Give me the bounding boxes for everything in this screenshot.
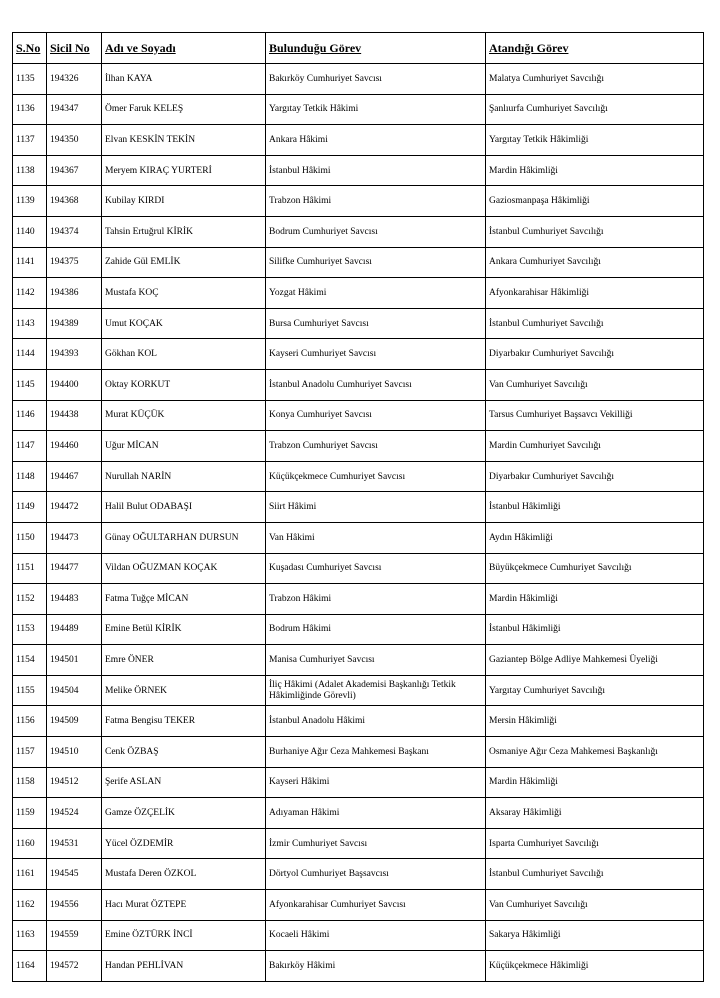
cell-sicil-no: 194504 bbox=[47, 675, 102, 706]
table-row bbox=[13, 584, 704, 615]
cell-assigned-post: Osmaniye Ağır Ceza Mahkemesi Başkanlığı bbox=[486, 737, 704, 768]
cell-current-post: Ankara Hâkimi bbox=[266, 125, 486, 156]
cell-name: Gökhan KOL bbox=[102, 339, 266, 370]
cell-name: Gamze ÖZÇELİK bbox=[102, 798, 266, 829]
cell-assigned-post: İstanbul Cumhuriyet Savcılığı bbox=[486, 216, 704, 247]
cell-name: Fatma Bengisu TEKER bbox=[102, 706, 266, 737]
table-row bbox=[13, 125, 704, 156]
cell-assigned-post: Aydın Hâkimliği bbox=[486, 522, 704, 553]
header-sicil-no: Sicil No bbox=[47, 33, 102, 64]
cell-sno: 1149 bbox=[13, 492, 47, 523]
cell-assigned-post: Gaziantep Bölge Adliye Mahkemesi Üyeliği bbox=[486, 645, 704, 676]
cell-sicil-no: 194556 bbox=[47, 890, 102, 921]
table-body bbox=[13, 64, 704, 982]
cell-sicil-no: 194524 bbox=[47, 798, 102, 829]
cell-assigned-post: Afyonkarahisar Hâkimliği bbox=[486, 278, 704, 309]
cell-current-post: Bodrum Hâkimi bbox=[266, 614, 486, 645]
cell-sno: 1153 bbox=[13, 614, 47, 645]
cell-sno: 1154 bbox=[13, 645, 47, 676]
cell-current-post: İstanbul Hâkimi bbox=[266, 155, 486, 186]
cell-name: Ömer Faruk KELEŞ bbox=[102, 94, 266, 125]
cell-assigned-post: Şanlıurfa Cumhuriyet Savcılığı bbox=[486, 94, 704, 125]
cell-sicil-no: 194572 bbox=[47, 951, 102, 982]
cell-sno: 1145 bbox=[13, 369, 47, 400]
cell-sno: 1148 bbox=[13, 461, 47, 492]
table-row bbox=[13, 859, 704, 890]
cell-sicil-no: 194559 bbox=[47, 920, 102, 951]
cell-sicil-no: 194509 bbox=[47, 706, 102, 737]
cell-assigned-post: Van Cumhuriyet Savcılığı bbox=[486, 369, 704, 400]
cell-sicil-no: 194389 bbox=[47, 308, 102, 339]
cell-sicil-no: 194545 bbox=[47, 859, 102, 890]
table-row bbox=[13, 890, 704, 921]
cell-sno: 1164 bbox=[13, 951, 47, 982]
cell-assigned-post: İstanbul Cumhuriyet Savcılığı bbox=[486, 859, 704, 890]
cell-assigned-post: İstanbul Hâkimliği bbox=[486, 492, 704, 523]
table-row bbox=[13, 951, 704, 982]
cell-assigned-post: Mersin Hâkimliği bbox=[486, 706, 704, 737]
cell-name: Mustafa Deren ÖZKOL bbox=[102, 859, 266, 890]
table-row bbox=[13, 675, 704, 706]
cell-sicil-no: 194374 bbox=[47, 216, 102, 247]
cell-assigned-post: Büyükçekmece Cumhuriyet Savcılığı bbox=[486, 553, 704, 584]
cell-sno: 1156 bbox=[13, 706, 47, 737]
cell-sicil-no: 194477 bbox=[47, 553, 102, 584]
cell-sicil-no: 194531 bbox=[47, 828, 102, 859]
cell-name: Handan PEHLİVAN bbox=[102, 951, 266, 982]
header-sno: S.No bbox=[13, 33, 47, 64]
table-row bbox=[13, 645, 704, 676]
cell-sno: 1160 bbox=[13, 828, 47, 859]
cell-name: Günay OĞULTARHAN DURSUN bbox=[102, 522, 266, 553]
cell-current-post: Bakırköy Cumhuriyet Savcısı bbox=[266, 64, 486, 95]
cell-sicil-no: 194368 bbox=[47, 186, 102, 217]
table-row bbox=[13, 308, 704, 339]
cell-name: Umut KOÇAK bbox=[102, 308, 266, 339]
cell-assigned-post: Tarsus Cumhuriyet Başsavcı Vekilliği bbox=[486, 400, 704, 431]
cell-current-post: Yozgat Hâkimi bbox=[266, 278, 486, 309]
cell-current-post: Kayseri Cumhuriyet Savcısı bbox=[266, 339, 486, 370]
cell-name: Elvan KESKİN TEKİN bbox=[102, 125, 266, 156]
cell-sicil-no: 194472 bbox=[47, 492, 102, 523]
table-row bbox=[13, 828, 704, 859]
cell-current-post: Kayseri Hâkimi bbox=[266, 767, 486, 798]
cell-name: Emine Betül KİRİK bbox=[102, 614, 266, 645]
cell-assigned-post: Mardin Hâkimliği bbox=[486, 584, 704, 615]
cell-current-post: Kuşadası Cumhuriyet Savcısı bbox=[266, 553, 486, 584]
table-row bbox=[13, 64, 704, 95]
cell-name: Kubilay KIRDI bbox=[102, 186, 266, 217]
cell-current-post: Bursa Cumhuriyet Savcısı bbox=[266, 308, 486, 339]
cell-sno: 1150 bbox=[13, 522, 47, 553]
table-row bbox=[13, 706, 704, 737]
cell-sicil-no: 194483 bbox=[47, 584, 102, 615]
cell-current-post: İstanbul Anadolu Hâkimi bbox=[266, 706, 486, 737]
cell-sicil-no: 194460 bbox=[47, 431, 102, 462]
table-row bbox=[13, 737, 704, 768]
cell-current-post: Manisa Cumhuriyet Savcısı bbox=[266, 645, 486, 676]
cell-name: Fatma Tuğçe MİCAN bbox=[102, 584, 266, 615]
cell-sicil-no: 194347 bbox=[47, 94, 102, 125]
cell-name: Uğur MİCAN bbox=[102, 431, 266, 462]
table-row bbox=[13, 339, 704, 370]
cell-sicil-no: 194510 bbox=[47, 737, 102, 768]
table-row bbox=[13, 186, 704, 217]
cell-sno: 1137 bbox=[13, 125, 47, 156]
cell-sno: 1140 bbox=[13, 216, 47, 247]
cell-sno: 1157 bbox=[13, 737, 47, 768]
cell-sicil-no: 194367 bbox=[47, 155, 102, 186]
cell-current-post: Trabzon Hâkimi bbox=[266, 186, 486, 217]
cell-assigned-post: Isparta Cumhuriyet Savcılığı bbox=[486, 828, 704, 859]
table-row bbox=[13, 278, 704, 309]
cell-current-post: Adıyaman Hâkimi bbox=[266, 798, 486, 829]
cell-current-post: Dörtyol Cumhuriyet Başsavcısı bbox=[266, 859, 486, 890]
cell-name: Melike ÖRNEK bbox=[102, 675, 266, 706]
cell-sicil-no: 194473 bbox=[47, 522, 102, 553]
cell-name: Cenk ÖZBAŞ bbox=[102, 737, 266, 768]
cell-current-post: Silifke Cumhuriyet Savcısı bbox=[266, 247, 486, 278]
cell-sno: 1162 bbox=[13, 890, 47, 921]
cell-sno: 1159 bbox=[13, 798, 47, 829]
cell-assigned-post: Diyarbakır Cumhuriyet Savcılığı bbox=[486, 339, 704, 370]
table-header-row bbox=[13, 33, 704, 64]
cell-current-post: Bakırköy Hâkimi bbox=[266, 951, 486, 982]
table-row bbox=[13, 614, 704, 645]
cell-current-post: Kocaeli Hâkimi bbox=[266, 920, 486, 951]
cell-sicil-no: 194386 bbox=[47, 278, 102, 309]
cell-current-post: Afyonkarahisar Cumhuriyet Savcısı bbox=[266, 890, 486, 921]
cell-current-post: Siirt Hâkimi bbox=[266, 492, 486, 523]
table-row bbox=[13, 369, 704, 400]
table-row bbox=[13, 216, 704, 247]
cell-name: Murat KÜÇÜK bbox=[102, 400, 266, 431]
cell-sno: 1136 bbox=[13, 94, 47, 125]
cell-current-post: Van Hâkimi bbox=[266, 522, 486, 553]
header-name: Adı ve Soyadı bbox=[102, 33, 266, 64]
table-row bbox=[13, 553, 704, 584]
table-row bbox=[13, 798, 704, 829]
cell-name: Mustafa KOÇ bbox=[102, 278, 266, 309]
cell-current-post: Trabzon Cumhuriyet Savcısı bbox=[266, 431, 486, 462]
document-page bbox=[12, 32, 704, 982]
table-row bbox=[13, 461, 704, 492]
cell-sicil-no: 194501 bbox=[47, 645, 102, 676]
cell-assigned-post: Yargıtay Cumhuriyet Savcılığı bbox=[486, 675, 704, 706]
cell-name: Yücel ÖZDEMİR bbox=[102, 828, 266, 859]
cell-name: Tahsin Ertuğrul KİRİK bbox=[102, 216, 266, 247]
cell-name: İlhan KAYA bbox=[102, 64, 266, 95]
header-current-post: Bulunduğu Görev bbox=[266, 33, 486, 64]
cell-sno: 1151 bbox=[13, 553, 47, 584]
cell-sno: 1146 bbox=[13, 400, 47, 431]
table-row bbox=[13, 94, 704, 125]
cell-sicil-no: 194489 bbox=[47, 614, 102, 645]
cell-assigned-post: Mardin Hâkimliği bbox=[486, 155, 704, 186]
cell-sno: 1141 bbox=[13, 247, 47, 278]
cell-assigned-post: Ankara Cumhuriyet Savcılığı bbox=[486, 247, 704, 278]
cell-assigned-post: Gaziosmanpaşa Hâkimliği bbox=[486, 186, 704, 217]
table-row bbox=[13, 522, 704, 553]
cell-sno: 1144 bbox=[13, 339, 47, 370]
header-assigned-post: Atandığı Görev bbox=[486, 33, 704, 64]
cell-current-post: İzmir Cumhuriyet Savcısı bbox=[266, 828, 486, 859]
cell-name: Oktay KORKUT bbox=[102, 369, 266, 400]
cell-assigned-post: İstanbul Cumhuriyet Savcılığı bbox=[486, 308, 704, 339]
cell-name: Vildan OĞUZMAN KOÇAK bbox=[102, 553, 266, 584]
cell-sicil-no: 194326 bbox=[47, 64, 102, 95]
cell-sno: 1143 bbox=[13, 308, 47, 339]
cell-sno: 1155 bbox=[13, 675, 47, 706]
cell-current-post: Trabzon Hâkimi bbox=[266, 584, 486, 615]
cell-sno: 1138 bbox=[13, 155, 47, 186]
cell-assigned-post: İstanbul Hâkimliği bbox=[486, 614, 704, 645]
cell-name: Zahide Gül EMLİK bbox=[102, 247, 266, 278]
cell-assigned-post: Yargıtay Tetkik Hâkimliği bbox=[486, 125, 704, 156]
cell-sno: 1158 bbox=[13, 767, 47, 798]
cell-assigned-post: Diyarbakır Cumhuriyet Savcılığı bbox=[486, 461, 704, 492]
cell-assigned-post: Sakarya Hâkimliği bbox=[486, 920, 704, 951]
cell-assigned-post: Van Cumhuriyet Savcılığı bbox=[486, 890, 704, 921]
cell-sicil-no: 194400 bbox=[47, 369, 102, 400]
cell-name: Hacı Murat ÖZTEPE bbox=[102, 890, 266, 921]
cell-name: Emine ÖZTÜRK İNCİ bbox=[102, 920, 266, 951]
table-row bbox=[13, 247, 704, 278]
table-row bbox=[13, 400, 704, 431]
cell-sno: 1163 bbox=[13, 920, 47, 951]
cell-name: Emre ÖNER bbox=[102, 645, 266, 676]
cell-sno: 1147 bbox=[13, 431, 47, 462]
cell-sicil-no: 194467 bbox=[47, 461, 102, 492]
cell-current-post: Bodrum Cumhuriyet Savcısı bbox=[266, 216, 486, 247]
table-row bbox=[13, 431, 704, 462]
cell-current-post: İliç Hâkimi (Adalet Akademisi Başkanlığı Tetkik Hâkimliğinde Görevli) bbox=[266, 675, 486, 706]
cell-sno: 1139 bbox=[13, 186, 47, 217]
cell-sicil-no: 194350 bbox=[47, 125, 102, 156]
appointment-table bbox=[12, 32, 704, 982]
cell-sicil-no: 194512 bbox=[47, 767, 102, 798]
cell-name: Şerife ASLAN bbox=[102, 767, 266, 798]
cell-current-post: Küçükçekmece Cumhuriyet Savcısı bbox=[266, 461, 486, 492]
cell-sno: 1142 bbox=[13, 278, 47, 309]
table-row bbox=[13, 920, 704, 951]
cell-assigned-post: Mardin Hâkimliği bbox=[486, 767, 704, 798]
cell-sicil-no: 194393 bbox=[47, 339, 102, 370]
table-row bbox=[13, 492, 704, 523]
table-row bbox=[13, 155, 704, 186]
table-row bbox=[13, 767, 704, 798]
cell-current-post: Yargıtay Tetkik Hâkimi bbox=[266, 94, 486, 125]
cell-name: Nurullah NARİN bbox=[102, 461, 266, 492]
cell-sno: 1135 bbox=[13, 64, 47, 95]
cell-sicil-no: 194375 bbox=[47, 247, 102, 278]
cell-assigned-post: Mardin Cumhuriyet Savcılığı bbox=[486, 431, 704, 462]
cell-sno: 1152 bbox=[13, 584, 47, 615]
cell-assigned-post: Aksaray Hâkimliği bbox=[486, 798, 704, 829]
cell-name: Halil Bulut ODABAŞI bbox=[102, 492, 266, 523]
cell-sno: 1161 bbox=[13, 859, 47, 890]
cell-current-post: Konya Cumhuriyet Savcısı bbox=[266, 400, 486, 431]
cell-current-post: İstanbul Anadolu Cumhuriyet Savcısı bbox=[266, 369, 486, 400]
cell-assigned-post: Küçükçekmece Hâkimliği bbox=[486, 951, 704, 982]
cell-sicil-no: 194438 bbox=[47, 400, 102, 431]
cell-name: Meryem KIRAÇ YURTERİ bbox=[102, 155, 266, 186]
cell-assigned-post: Malatya Cumhuriyet Savcılığı bbox=[486, 64, 704, 95]
cell-current-post: Burhaniye Ağır Ceza Mahkemesi Başkanı bbox=[266, 737, 486, 768]
